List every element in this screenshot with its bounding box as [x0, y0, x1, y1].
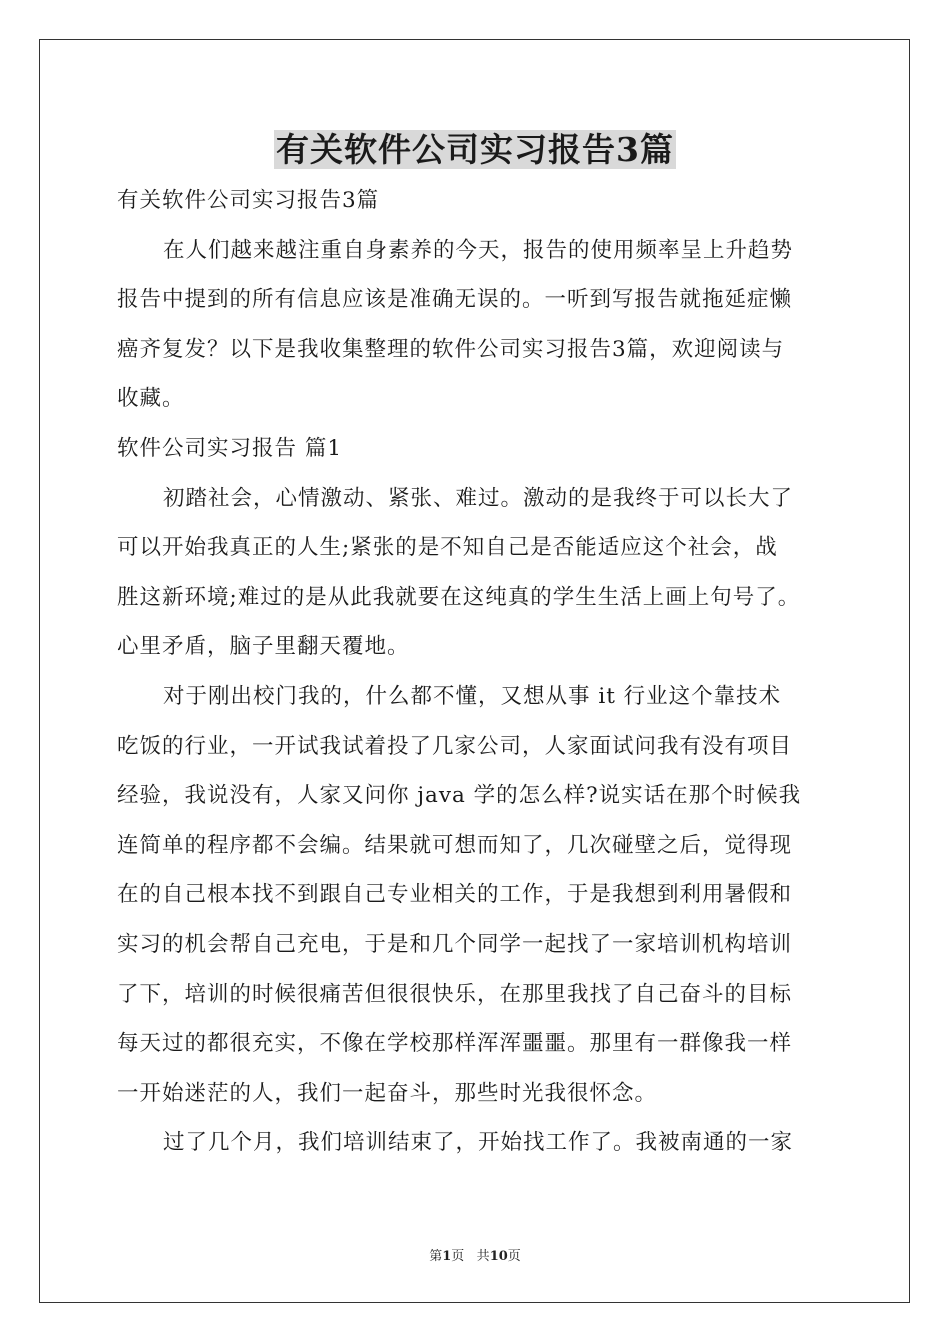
text-line: 经验，我说没有，人家又问你 java 学的怎么样?说实话在那个时候我	[117, 783, 802, 809]
document-title-text: 有关软件公司实习报告3篇	[276, 130, 674, 169]
total-prefix: 共	[476, 1249, 490, 1264]
text-line: 软件公司实习报告 篇1	[117, 435, 343, 461]
text-line: 了下，培训的时候很痛苦但很很快乐，在那里我找了自己奋斗的目标	[117, 981, 793, 1007]
text-line: 每天过的都很充实，不像在学校那样浑浑噩噩。那里有一群像我一样	[117, 1031, 793, 1057]
text-line: 实习的机会帮自己充电，于是和几个同学一起找了一家培训机构培训	[117, 931, 793, 957]
document-title	[0, 128, 950, 172]
text-line: 在的自己根本找不到跟自己专业相关的工作，于是我想到利用暑假和	[117, 882, 793, 908]
text-line: 过了几个月，我们培训结束了，开始找工作了。我被南通的一家	[163, 1130, 794, 1156]
total-suffix: 页	[507, 1249, 521, 1264]
text-line: 一开始迷茫的人，我们一起奋斗，那些时光我很怀念。	[117, 1080, 658, 1106]
text-line: 收藏。	[117, 386, 185, 412]
text-line: 对于刚出校门我的，什么都不懂，又想从事 it 行业这个靠技术	[163, 683, 782, 709]
text-line: 初踏社会，心情激动、紧张、难过。激动的是我终于可以长大了	[163, 485, 794, 511]
page-number: 1	[442, 1249, 452, 1264]
total-pages: 10	[489, 1249, 508, 1264]
text-line: 有关软件公司实习报告3篇	[117, 188, 380, 213]
page-suffix: 页	[451, 1249, 465, 1264]
text-line: 可以开始我真正的人生;紧张的是不知自己是否能适应这个社会，战	[117, 535, 778, 561]
text-line: 报告中提到的所有信息应该是准确无误的。一听到写报告就拖延症懒	[117, 287, 793, 313]
document-body	[117, 176, 837, 1168]
text-line: 胜这新环境;难过的是从此我就要在这纯真的学生生活上画上句号了。	[117, 584, 801, 610]
text-line: 在人们越来越注重自身素养的今天，报告的使用频率呈上升趋势	[163, 237, 794, 263]
page-footer	[0, 1245, 950, 1264]
page-prefix: 第	[429, 1249, 443, 1264]
text-line: 连简单的程序都不会编。结果就可想而知了，几次碰壁之后，觉得现	[117, 832, 793, 858]
text-line: 吃饭的行业，一开试我试着投了几家公司，人家面试问我有没有项目	[117, 733, 793, 759]
text-line: 心里矛盾，脑子里翻天覆地。	[117, 634, 410, 660]
text-line: 癌齐复发？以下是我收集整理的软件公司实习报告3篇，欢迎阅读与	[117, 336, 785, 362]
